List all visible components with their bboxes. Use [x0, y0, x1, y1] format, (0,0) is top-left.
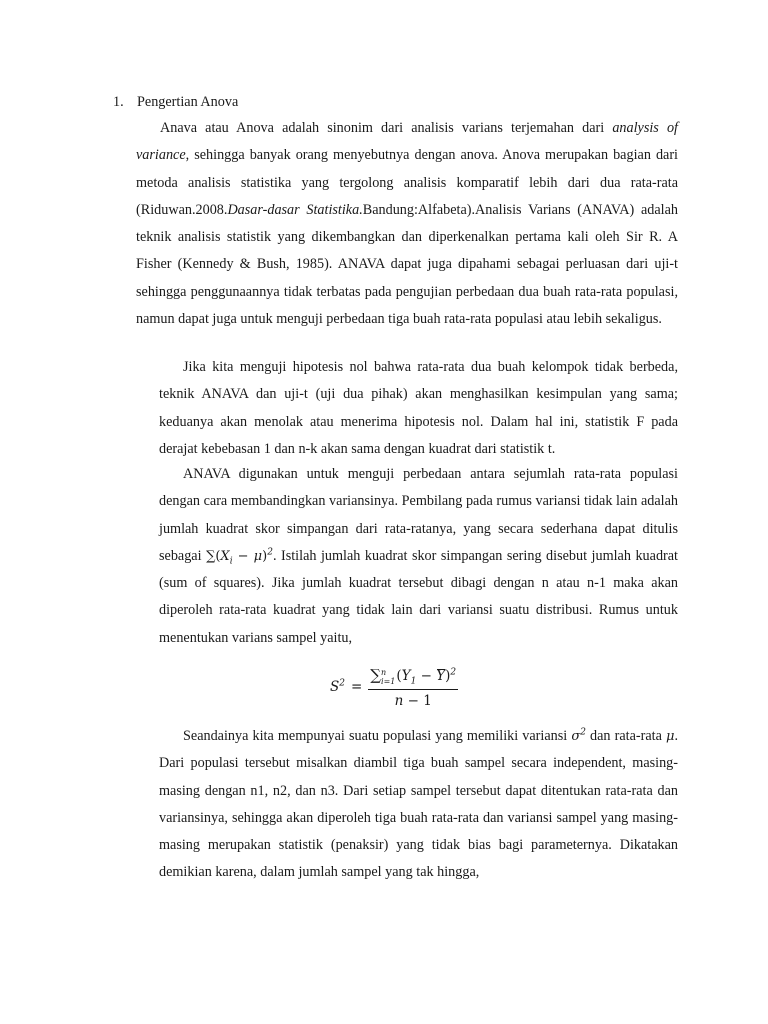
paren-open: (: [396, 668, 402, 684]
exponent: 2: [580, 727, 586, 738]
paren-close: ): [445, 668, 451, 684]
variable-y: Y: [401, 668, 411, 684]
upper-limit: n: [381, 667, 387, 677]
formula-lhs: [330, 679, 345, 695]
equals-sign: =: [350, 679, 363, 696]
minus-mu: − μ: [232, 548, 263, 564]
lower-limit: i=1: [381, 676, 396, 686]
minus-one: − 1: [403, 692, 432, 709]
paragraph-text: Bandung:Alfabeta).Analisis Varians (ANAVA) adalah teknik analisis statistik yang dikembangkan dan diperkenalkan pertama kali oleh Sir R. A Fisher (Kennedy & Bush, 1985). ANAVA dapat juga dipahami sebagai perluasan dari uji-t sehingga penggunaannya tidak terbatas pada pengujian perbedaan dua buah rata-rata populasi, namun dapat juga untuk menguji perbedaan tiga buah rata-rata populasi atau lebih sekaligus.: [136, 201, 678, 328]
paragraph-hypothesis: Jika kita menguji hipotesis nol bahwa rata-rata dua buah kelompok tidak berbeda, teknik ANAVA dan uji-t (uji dua pihak) akan menghasilkan kesimpulan yang sama; keduanya akan menolak atau menerima hipotesis nol. Dalam hal ini, statistik F pada derajat kebebasan 1 dan n-k akan sama dengan kuadrat dari statistik t.: [159, 359, 678, 457]
formula-numerator: [368, 666, 458, 690]
paragraph-population: [159, 723, 678, 887]
paragraph-variance: [159, 461, 678, 652]
book-title: Dasar-dasar Statistika.: [227, 201, 363, 218]
inline-formula-sum-squares: $\sum(X_i - \mu)^2$: [206, 547, 273, 567]
subscript-1: 1: [410, 676, 417, 687]
paragraph-text: Anava atau Anova adalah sinonim dari analisis varians terjemahan dari: [160, 120, 613, 136]
sum-symbol: ∑: [370, 666, 382, 684]
y-bar: Y: [436, 668, 446, 684]
sigma-symbol: σ: [571, 729, 581, 744]
paragraph-text: Seandainya kita mempunyai suatu populasi yang memiliki variansi: [183, 728, 572, 744]
paragraph-text: ANAVA digunakan untuk menguji perbedaan antara sejumlah rata-rata populasi dengan cara membandingkan variansinya. Pembilang pada rumus variansi tidak lain adalah jumlah kuadrat skor simpangan dari rata-ratanya, yang secara sederhana dapat ditulis sebagai: [159, 466, 678, 564]
section-number: 1.: [113, 94, 124, 110]
variable-n: n: [394, 692, 404, 709]
formula-fraction: [368, 666, 458, 709]
section-title: Pengertian Anova: [137, 94, 239, 110]
italic-term: analysis of variance: [136, 120, 678, 164]
inline-sigma-squared: [571, 729, 586, 744]
exponent: 2: [450, 667, 457, 678]
subscript-i: i: [229, 556, 233, 567]
paragraph-definition: [136, 115, 678, 333]
sum-limits: [381, 668, 395, 686]
formula-denominator: [395, 690, 432, 709]
variable-x: X: [220, 548, 230, 564]
symbol-s: S: [330, 679, 340, 696]
paragraph-text: . Dari populasi tersebut misalkan diambil tiga buah sampel secara independent, masing-masing dengan n1, n2, dan n3. Dari setiap sampel tersebut dapat ditentukan rata-rata dan variansinya, sehingga akan diperoleh tiga buah rata-rata dan variansi sampel yang masing-masing merupakan statistik (penaksir) yang tidak bias bagi parameternya. Dikatakan demikian karena, dalam jumlah sampel yang tak hingga,: [159, 728, 678, 881]
sample-variance-formula: [330, 666, 458, 709]
paragraph-text: dan rata-rata: [585, 728, 666, 744]
sum-symbol: ∑: [206, 548, 216, 564]
exponent: 2: [267, 547, 273, 558]
paragraph-text: . Istilah jumlah kuadrat skor simpangan sering disebut jumlah kuadrat (sum of squares). Jika jumlah kuadrat tersebut dibagi dengan n atau n-1 maka akan diperoleh rata-rata kuadrat yang tidak lain dari variansi suatu distribusi. Rumus untuk menentukan varians sampel yaitu,: [159, 547, 678, 646]
minus-sign: −: [416, 668, 437, 684]
mu-symbol: μ: [666, 729, 675, 744]
section-heading: [113, 92, 238, 112]
exponent: 2: [339, 678, 345, 689]
paragraph-text: , sehingga banyak orang menyebutnya dengan anova. Anova merupakan bagian dari metoda analisis statistika yang tergolong analisis komparatif lebih dari dua rata-rata (Riduwan.2008.: [136, 147, 678, 218]
